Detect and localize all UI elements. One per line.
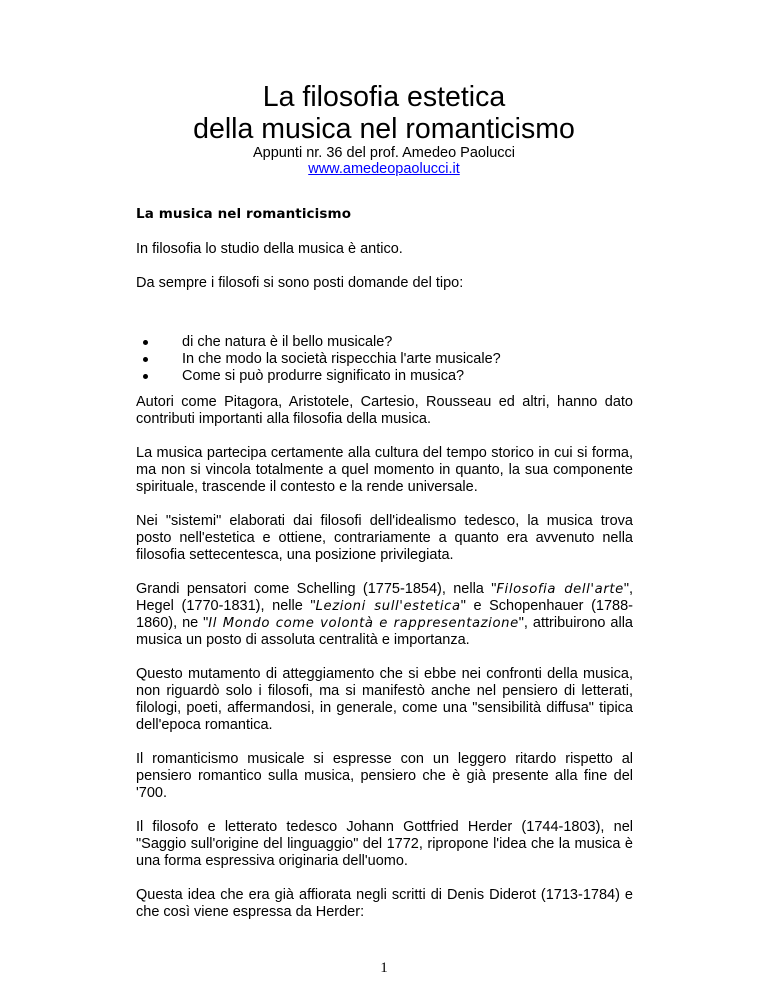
website-link-container bbox=[0, 161, 768, 178]
list-item bbox=[136, 334, 501, 351]
paragraph: Da sempre i filosofi si sono posti domande del tipo: bbox=[136, 275, 464, 291]
bullet-icon bbox=[143, 357, 148, 362]
text-run: ", attribuirono alla musica un posto di assoluta centralità e importanza. bbox=[136, 615, 633, 649]
paragraph: Questa idea che era già affiorata negli scritti di Denis Diderot (1713-1784) e che così viene espressa da Herder: bbox=[136, 887, 633, 921]
work-title: Filosofia dell'arte bbox=[496, 582, 624, 597]
list-item bbox=[136, 368, 501, 385]
document-title-line2: della musica nel romanticismo bbox=[193, 113, 575, 145]
document-title-line1: La filosofia estetica bbox=[262, 81, 506, 113]
work-title: Lezioni sull'estetica bbox=[315, 599, 461, 615]
paragraph bbox=[136, 581, 633, 649]
section-heading: La musica nel romanticismo bbox=[136, 206, 352, 222]
bullet-icon bbox=[143, 374, 148, 379]
page-number: 1 bbox=[380, 960, 388, 976]
paragraph: La musica partecipa certamente alla cultura del tempo storico in cui si forma, ma non si vincola totalmente a quel momento in quanto, la sua componente spirituale, trascende il contesto e la rende universale. bbox=[136, 445, 633, 496]
text-run: ", Hegel (1770-1831), nelle " bbox=[136, 581, 634, 615]
question-list bbox=[136, 334, 501, 385]
paragraph: In filosofia lo studio della musica è antico. bbox=[136, 241, 403, 257]
text-run: Grandi pensatori come Schelling (1775-1854), nella " bbox=[136, 581, 497, 597]
website-link[interactable]: www.amedeopaolucci.it bbox=[308, 161, 460, 177]
paragraph: Questo mutamento di atteggiamento che si ebbe nei confronti della musica, non riguardò solo i filosofi, ma si manifestò anche nel pensiero di letterati, filologi, poeti, affermandosi, in generale, come una "sensibilità diffusa" tipica dell'epoca romantica. bbox=[136, 666, 633, 734]
list-item bbox=[136, 351, 501, 368]
list-item-text: di che natura è il bello musicale? bbox=[182, 334, 393, 350]
paragraph: Nei "sistemi" elaborati dai filosofi dell'idealismo tedesco, la musica trova posto nell'estetica e ottiene, contrariamente a quanto era avvenuto nella filosofia settecentesca, una posizione privilegiata. bbox=[136, 513, 633, 564]
document-subtitle: Appunti nr. 36 del prof. Amedeo Paolucci bbox=[253, 145, 515, 161]
paragraph: Il filosofo e letterato tedesco Johann Gottfried Herder (1744-1803), nel "Saggio sull'origine del linguaggio" del 1772, ripropone l'idea che la musica è una forma espressiva originaria dell'uomo. bbox=[136, 819, 633, 870]
list-item-text: Come si può produrre significato in musica? bbox=[182, 368, 465, 385]
bullet-icon bbox=[143, 340, 148, 345]
paragraph: Autori come Pitagora, Aristotele, Cartesio, Rousseau ed altri, hanno dato contributi importanti alla filosofia della musica. bbox=[136, 394, 633, 428]
work-title: Il Mondo come volontà e rappresentazione bbox=[208, 616, 519, 632]
paragraph: Il romanticismo musicale si espresse con un leggero ritardo rispetto al pensiero romantico sulla musica, pensiero che è già presente alla fine del '700. bbox=[136, 751, 633, 802]
list-item-text: In che modo la società rispecchia l'arte musicale? bbox=[182, 351, 501, 368]
text-run: " e Schopenhauer (1788-1860), ne " bbox=[136, 598, 633, 632]
